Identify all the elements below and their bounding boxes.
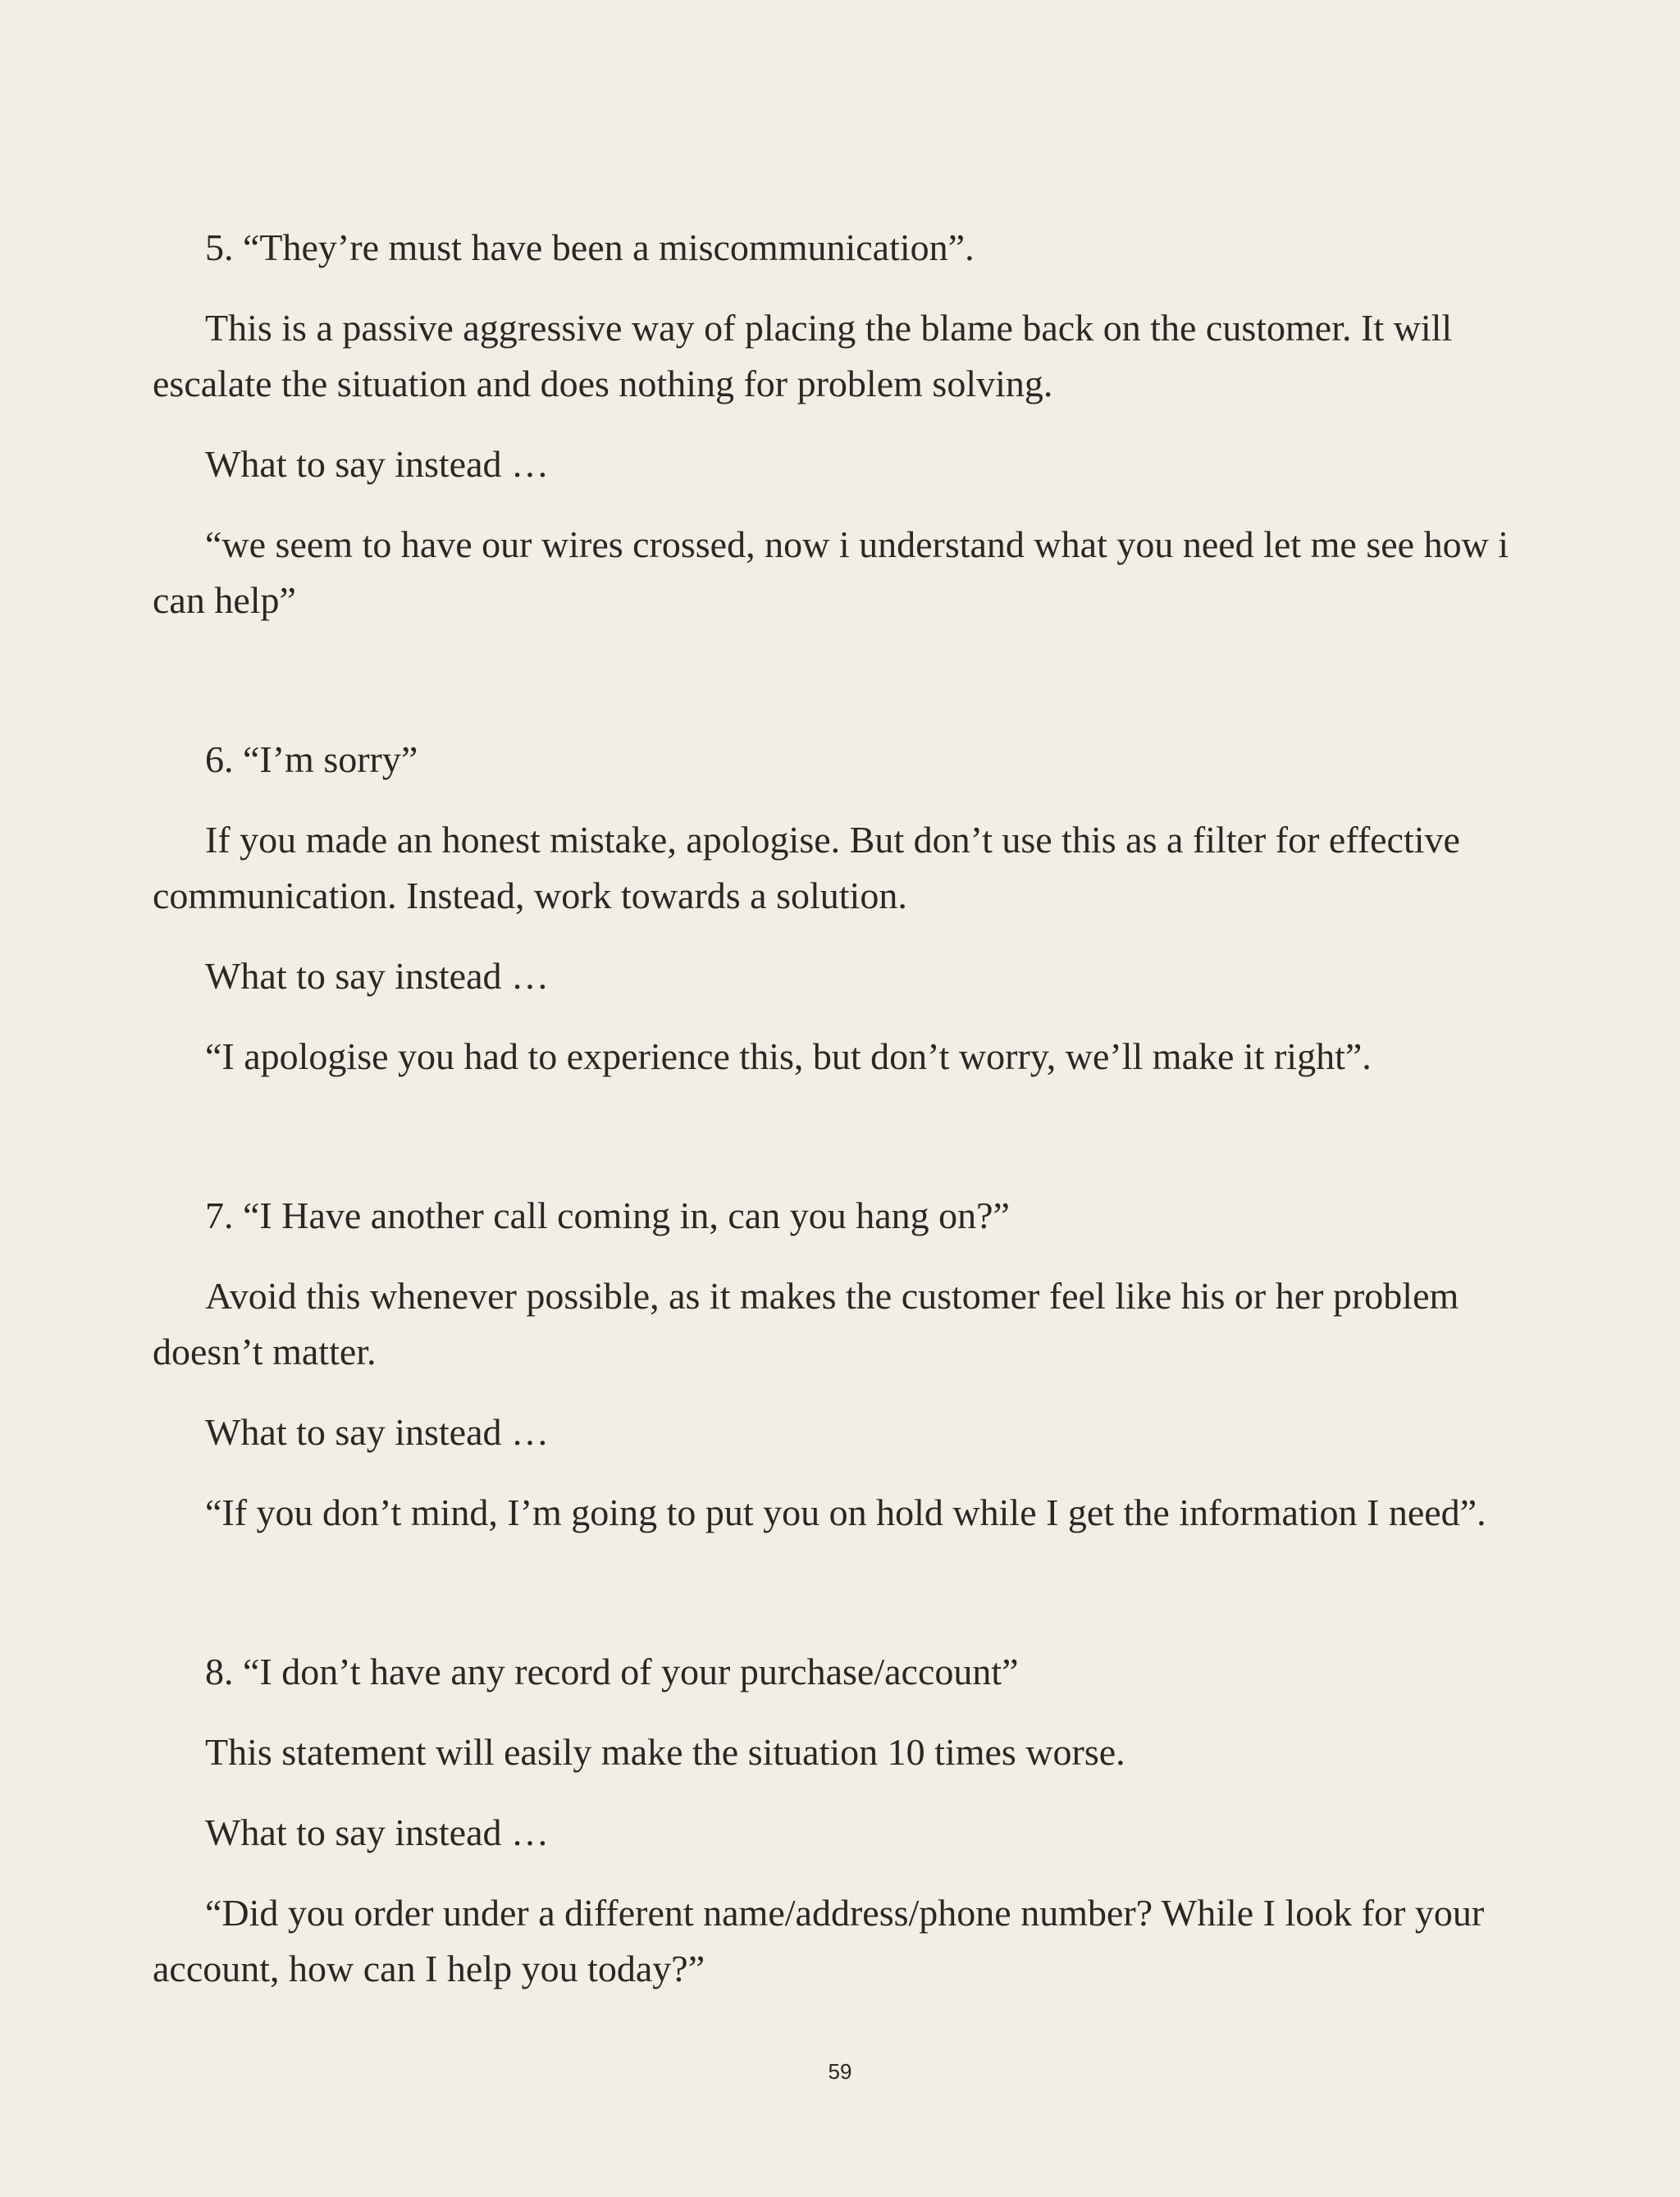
section-5 [153, 220, 1531, 628]
instead-label: What to say instead … [205, 1811, 550, 1853]
section-heading: 7. “I Have another call coming in, can you hang on?” [205, 1194, 1010, 1236]
instead-quote: “I apologise you had to experience this, but don’t worry, we’ll make it right”. [205, 1035, 1372, 1077]
section-body: If you made an honest mistake, apologise. But don’t use this as a filter for effective communication. Instead, work towards a solution. [153, 819, 1460, 916]
section-body: This is a passive aggressive way of placing the blame back on the customer. It will escalate the situation and does nothing for problem solving. [153, 307, 1453, 404]
section-7 [153, 1188, 1531, 1541]
instead-quote: “Did you order under a different name/address/phone number? While I look for your account, how can I help you today?” [153, 1892, 1485, 1989]
section-8 [153, 1644, 1531, 1997]
instead-quote: “If you don’t mind, I’m going to put you on hold while I get the information I need”. [205, 1491, 1486, 1533]
instead-label: What to say instead … [205, 443, 550, 485]
instead-label: What to say instead … [205, 955, 550, 997]
instead-quote: “we seem to have our wires crossed, now i understand what you need let me see how i can help” [153, 523, 1509, 621]
section-body: Avoid this whenever possible, as it makes the customer feel like his or her problem doesn’t matter. [153, 1275, 1459, 1373]
section-heading: 8. “I don’t have any record of your purchase/account” [205, 1651, 1019, 1692]
document-body [153, 220, 1531, 1997]
section-body: This statement will easily make the situation 10 times worse. [205, 1731, 1125, 1773]
section-heading: 5. “They’re must have been a miscommunication”. [205, 226, 975, 268]
section-heading: 6. “I’m sorry” [205, 738, 418, 780]
section-6 [153, 732, 1531, 1085]
instead-label: What to say instead … [205, 1411, 550, 1453]
page-number: 59 [828, 2059, 852, 2084]
